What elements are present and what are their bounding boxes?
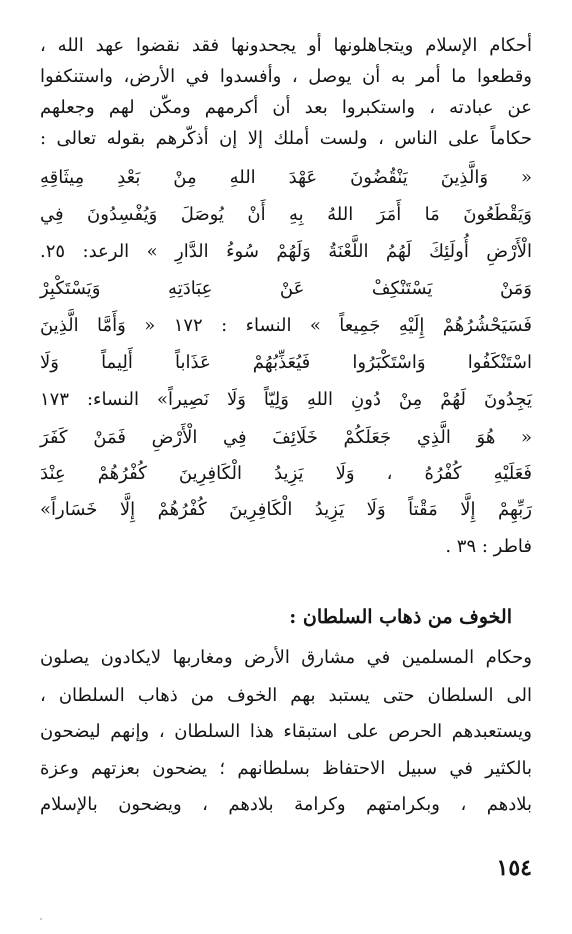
quran-verse-line: يَجِدُونَ لَهُمْ مِنْ دُونِ اللهِ وَلِيّاً وَلَا نَصِيراً» النساء: ١٧٣ (40, 389, 532, 410)
quran-verse-line: فَسَيَحْشُرُهُمْ إِلَيْهِ جَمِيعاً » النساء : ١٧٢ « وَأَمَّا الَّذِينَ (40, 315, 532, 336)
text-line: وقطعوا ما أمر به أن يوصل ، وأفسدوا في الأرض، واستنكفوا (40, 66, 532, 87)
quran-verse-line: فَعَلَيْهِ كُفْرُهُ ، وَلَا يَزِيدُ الْكَافِرِينَ كُفْرُهُمْ عِنْدَ (40, 463, 532, 484)
quran-verse-line: « هُوَ الَّذِي جَعَلَكُمْ خَلَائِفَ فِي الْأَرْضِ فَمَنْ كَفَرَ (40, 427, 532, 448)
scan-speck (40, 918, 42, 920)
quran-verse-line: وَيَقْطَعُونَ مَا أَمَرَ اللهُ بِهِ أَنْ يُوصَلَ وَيُفْسِدُونَ فِي (40, 204, 532, 225)
text-line: وحكام المسلمين في مشارق الأرض ومغاربها لايكادون يصلون (40, 647, 532, 668)
text-line: بلادهم ، وبكرامتهم وكرامة بلادهم ، ويضحون بالإسلام (40, 794, 532, 815)
text-line: بالكثير في سبيل الاحتفاظ بسلطانهم ؛ يضحون بعزتهم وعزة (40, 758, 532, 779)
text-line: الى السلطان حتى يستبد بهم الخوف من ذهاب السلطان ، (40, 685, 532, 706)
quran-verse-line: « وَالَّذِينَ يَنْقُضُونَ عَهْدَ اللهِ مِنْ بَعْدِ مِيثَاقِهِ (40, 167, 532, 188)
text-line: أحكام الإسلام ويتجاهلونها أو يجحدونها فقد نقضوا عهد الله ، (40, 35, 532, 56)
text-line: حكاماً على الناس ، ولست أملك إلا إن أذكّرهم بقوله تعالى : (40, 128, 532, 149)
quran-verse-line: الْأَرْضِ أُولَئِكَ لَهُمُ اللَّعْنَةُ وَلَهُمْ سُوءُ الدَّارِ » الرعد: ٢٥. (40, 241, 532, 262)
page-number: ١٥٤ (496, 855, 532, 881)
quran-verse-line: اسْتَنْكَفُوا وَاسْتَكْبَرُوا فَيُعَذِّبُهُمْ عَذَاباً أَلِيماً وَلَا (40, 352, 532, 373)
verse-reference: فاطر : ٣٩ . (445, 536, 532, 557)
quran-verse-line: وَمَنْ يَسْتَنْكِفْ عَنْ عِبَادَتِهِ وَيَسْتَكْبِرْ (40, 278, 532, 299)
section-heading: الخوف من ذهاب السلطان : (289, 606, 512, 628)
quran-verse-line: رَبِّهِمْ إِلَّا مَقْتاً وَلَا يَزِيدُ الْكَافِرِينَ كُفْرُهُمْ إِلَّا خَسَاراً» (40, 499, 532, 520)
text-line: ويستعبدهم الحرص على استبقاء هذا السلطان ، وإنهم ليضحون (40, 721, 532, 742)
text-line: عن عبادته ، واستكبروا بعد أن أكرمهم ومكّن لهم وجعلهم (40, 97, 532, 118)
